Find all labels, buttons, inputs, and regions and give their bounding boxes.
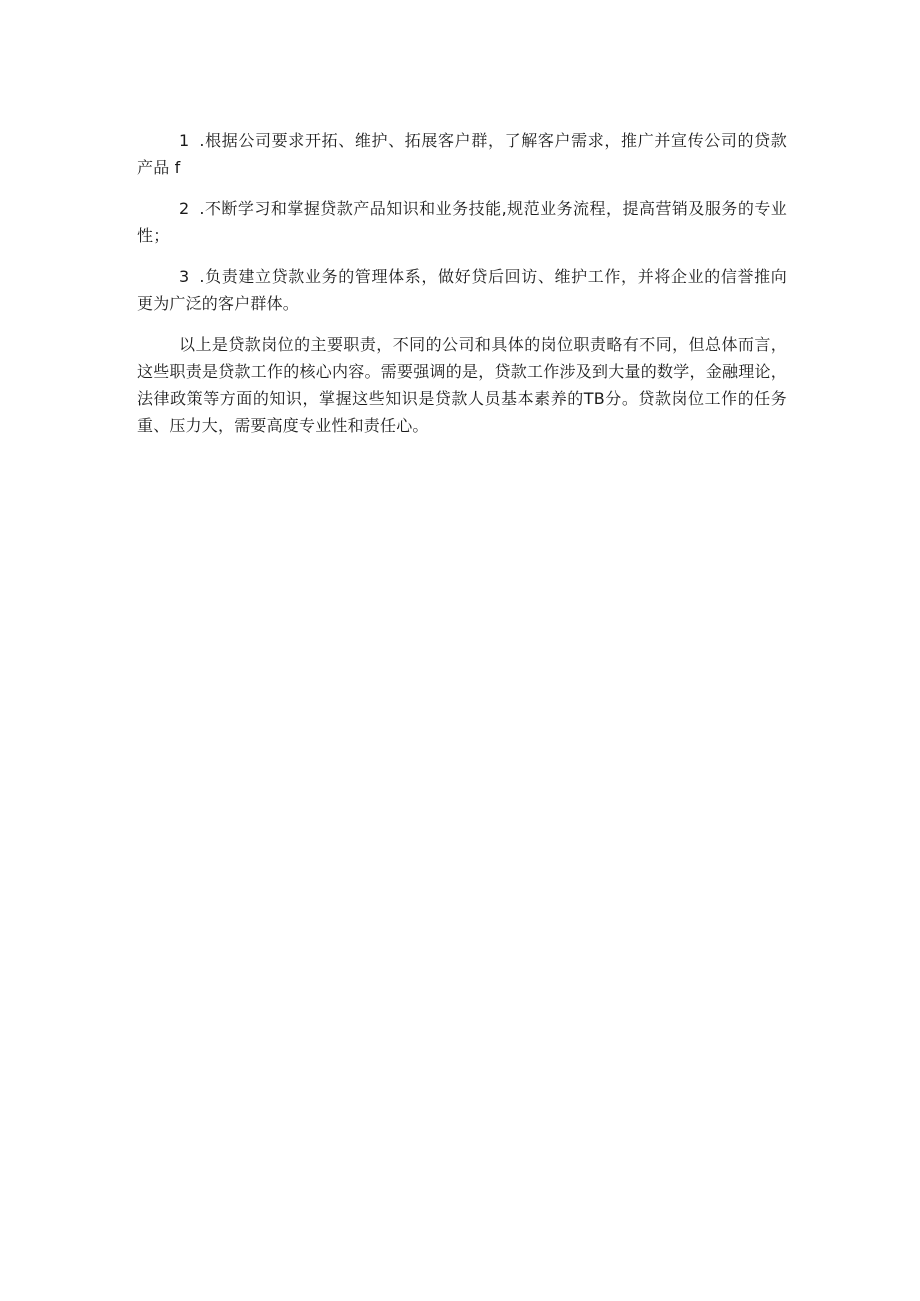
document-body: [137, 127, 787, 453]
duty-item-3: [137, 263, 787, 317]
duty-item-number: 2: [179, 199, 190, 218]
duty-item-text: .不断学习和掌握贷款产品知识和业务技能,规范业务流程，提高营销及服务的专业性；: [137, 199, 787, 245]
duty-item-text: .根据公司要求开拓、维护、拓展客户群，了解客户需求，推广并宣传公司的贷款产品 f: [137, 131, 787, 177]
duty-item-number: 1: [179, 131, 190, 150]
duty-item-1: [137, 127, 787, 181]
duty-item-2: [137, 195, 787, 249]
summary-paragraph: 以上是贷款岗位的主要职责，不同的公司和具体的岗位职责略有不同，但总体而言，这些职责是贷款工作的核心内容。需要强调的是，贷款工作涉及到大量的数学，金融理论，法律政策等方面的知识，掌握这些知识是贷款人员基本素养的TB分。贷款岗位工作的任务重、压力大，需要高度专业性和责任心。: [137, 335, 787, 435]
duty-item-number: 3: [179, 267, 190, 286]
duty-item-text: .负责建立贷款业务的管理体系，做好贷后回访、维护工作，并将企业的信誉推向更为广泛的客户群体。: [137, 267, 787, 313]
